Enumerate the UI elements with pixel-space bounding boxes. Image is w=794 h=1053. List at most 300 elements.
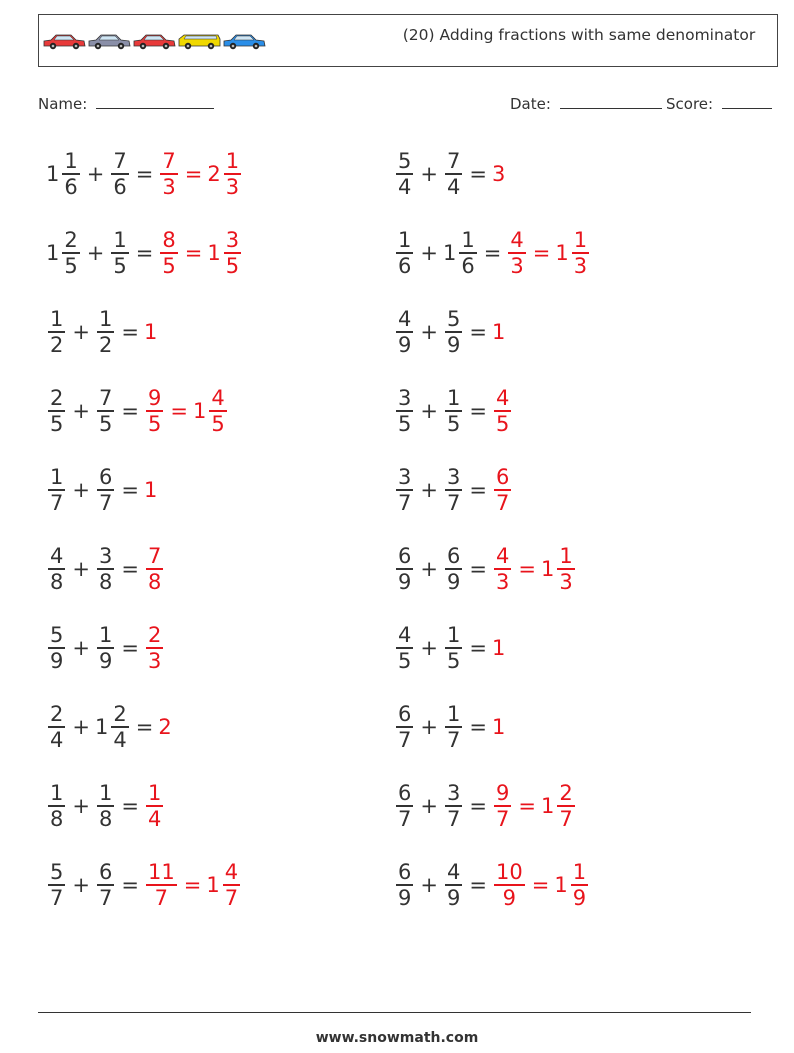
denominator: 9 [446, 569, 461, 594]
numerator: 2 [64, 228, 78, 253]
answer [506, 228, 591, 278]
numerator: 5 [50, 623, 64, 648]
denominator: 5 [64, 253, 78, 278]
denominator: 8 [98, 569, 113, 594]
equals-sign: = [518, 557, 536, 581]
fraction [62, 149, 79, 199]
denominator: 6 [461, 253, 475, 278]
fraction [224, 149, 241, 199]
plus-sign: + [420, 320, 438, 344]
problem-item [394, 302, 506, 362]
whole-number: 1 [192, 399, 207, 423]
answer [492, 386, 513, 436]
fraction [97, 307, 114, 357]
numerator: 1 [559, 544, 573, 569]
plus-sign: + [72, 399, 90, 423]
numerator: 1 [50, 307, 64, 332]
whole-number: 1 [46, 162, 60, 186]
denominator: 9 [398, 885, 412, 910]
numerator: 6 [98, 465, 113, 490]
equals-sign: = [121, 636, 139, 660]
numerator: 4 [398, 623, 412, 648]
fraction [48, 307, 65, 357]
answer [492, 320, 506, 344]
car-icon [179, 35, 220, 49]
numerator: 3 [398, 386, 412, 411]
fraction [557, 781, 574, 831]
numerator: 6 [98, 860, 113, 885]
fraction [445, 781, 462, 831]
fraction [445, 544, 462, 594]
denominator: 5 [495, 411, 510, 436]
numerator: 1 [573, 228, 588, 253]
denominator: 3 [510, 253, 524, 278]
denominator: 9 [572, 885, 587, 910]
plus-sign: + [420, 162, 438, 186]
numerator: 4 [446, 860, 461, 885]
problem-item [394, 223, 591, 283]
fraction [48, 860, 65, 910]
fraction [48, 702, 65, 752]
numerator: 4 [495, 544, 510, 569]
fraction [396, 860, 413, 910]
date-field[interactable] [510, 93, 662, 113]
fraction [557, 544, 574, 594]
fraction [97, 465, 114, 515]
equals-sign: = [469, 873, 487, 897]
equals-sign: = [184, 162, 203, 186]
numerator: 1 [461, 228, 475, 253]
denominator: 2 [98, 332, 113, 357]
equals-sign: = [483, 241, 502, 265]
numerator: 6 [398, 702, 412, 727]
denominator: 5 [446, 648, 461, 673]
integer-answer: 1 [491, 636, 506, 660]
denominator: 5 [225, 253, 240, 278]
answer [492, 162, 506, 186]
denominator: 9 [98, 648, 113, 673]
fraction [48, 386, 65, 436]
numerator: 1 [446, 386, 461, 411]
car-icon [224, 35, 265, 49]
fraction [396, 623, 413, 673]
numerator: 2 [147, 623, 162, 648]
problem-item [46, 855, 242, 915]
plus-sign: + [420, 873, 438, 897]
equals-sign: = [184, 241, 203, 265]
denominator: 5 [113, 253, 127, 278]
equals-sign: = [469, 399, 487, 423]
problem-item [46, 460, 158, 520]
fraction [494, 386, 511, 436]
answer [158, 715, 172, 739]
score-label: Score: [666, 95, 714, 113]
plus-sign: + [72, 794, 90, 818]
score-field[interactable] [666, 93, 772, 113]
denominator: 7 [98, 490, 113, 515]
car-icon [89, 35, 130, 49]
whole-number: 1 [207, 241, 221, 265]
numerator: 11 [147, 860, 175, 885]
problem-item [394, 460, 513, 520]
equals-sign: = [469, 557, 487, 581]
fraction [508, 228, 525, 278]
fraction [459, 228, 476, 278]
plus-sign: + [420, 557, 438, 581]
denominator: 5 [398, 411, 412, 436]
denominator: 5 [98, 411, 113, 436]
denominator: 9 [446, 332, 461, 357]
fraction [445, 860, 462, 910]
denominator: 8 [50, 569, 64, 594]
answer [492, 636, 506, 660]
numerator: 1 [147, 781, 162, 806]
fraction [146, 623, 163, 673]
numerator: 7 [446, 149, 461, 174]
fraction [396, 307, 413, 357]
answer [492, 465, 513, 515]
problem-item [394, 776, 577, 836]
worksheet-title: (20) Adding fractions with same denominator [402, 26, 756, 44]
equals-sign: = [532, 241, 551, 265]
fraction [494, 465, 511, 515]
denominator: 7 [50, 490, 64, 515]
answer [144, 781, 165, 831]
plus-sign: + [72, 557, 90, 581]
answer [492, 860, 590, 910]
numerator: 6 [398, 544, 412, 569]
numerator: 7 [98, 386, 113, 411]
plus-sign: + [72, 478, 90, 502]
footer-url: www.snowmath.com [315, 1030, 479, 1046]
plus-sign: + [420, 794, 438, 818]
worksheet-header [38, 14, 778, 67]
fraction [571, 860, 588, 910]
fraction [97, 544, 114, 594]
fraction [48, 781, 65, 831]
numerator: 2 [559, 781, 573, 806]
numerator: 6 [446, 544, 461, 569]
denominator: 7 [559, 806, 573, 831]
numerator: 4 [510, 228, 524, 253]
denominator: 7 [495, 490, 510, 515]
answer [158, 149, 243, 199]
denominator: 4 [398, 174, 412, 199]
plus-sign: + [86, 162, 105, 186]
equals-sign: = [170, 399, 188, 423]
problem-item [394, 381, 513, 441]
fraction [146, 544, 163, 594]
numerator: 7 [147, 544, 162, 569]
denominator: 2 [50, 332, 64, 357]
denominator: 4 [147, 806, 162, 831]
numerator: 4 [398, 307, 412, 332]
integer-answer: 2 [158, 715, 172, 739]
equals-sign: = [183, 873, 202, 897]
numerator: 1 [113, 228, 127, 253]
denominator: 5 [147, 411, 162, 436]
equals-sign: = [121, 320, 139, 344]
fraction [97, 623, 114, 673]
denominator: 5 [50, 411, 64, 436]
whole-number: 1 [46, 241, 60, 265]
whole-number: 1 [540, 794, 555, 818]
numerator: 6 [398, 781, 412, 806]
fraction [445, 307, 462, 357]
footer-divider [38, 1012, 751, 1013]
numerator: 1 [50, 781, 64, 806]
plus-sign: + [72, 715, 90, 739]
problem-item [46, 618, 165, 678]
problem-item [394, 855, 590, 915]
problem-item [394, 144, 506, 204]
fraction [445, 702, 462, 752]
problem-item [46, 381, 229, 441]
numerator: 6 [495, 465, 510, 490]
denominator: 7 [398, 727, 412, 752]
denominator: 5 [398, 648, 412, 673]
plus-sign: + [420, 478, 438, 502]
numerator: 1 [572, 860, 587, 885]
whole-number: 1 [206, 873, 220, 897]
fraction [396, 386, 413, 436]
name-field[interactable] [38, 93, 214, 113]
denominator: 7 [446, 727, 461, 752]
numerator: 5 [50, 860, 64, 885]
fraction [396, 702, 413, 752]
denominator: 7 [495, 806, 510, 831]
denominator: 7 [154, 885, 169, 910]
fraction [445, 623, 462, 673]
fraction [494, 544, 511, 594]
numerator: 8 [162, 228, 176, 253]
denominator: 3 [225, 174, 240, 199]
equals-sign: = [121, 478, 139, 502]
fraction [494, 860, 525, 910]
date-blank[interactable] [560, 93, 662, 109]
numerator: 7 [113, 149, 127, 174]
fraction [146, 781, 163, 831]
numerator: 1 [50, 465, 64, 490]
fraction [146, 386, 163, 436]
numerator: 2 [50, 702, 64, 727]
answer [144, 544, 165, 594]
equals-sign: = [469, 162, 487, 186]
numerator: 1 [98, 781, 113, 806]
denominator: 7 [398, 490, 412, 515]
denominator: 5 [446, 411, 461, 436]
car-icon [134, 35, 175, 49]
numerator: 1 [398, 228, 412, 253]
fraction [97, 781, 114, 831]
name-blank[interactable] [96, 93, 214, 109]
answer [144, 623, 165, 673]
fraction [48, 623, 65, 673]
integer-answer: 1 [491, 320, 506, 344]
answer [144, 320, 158, 344]
denominator: 3 [147, 648, 162, 673]
denominator: 7 [50, 885, 64, 910]
numerator: 1 [98, 307, 113, 332]
equals-sign: = [121, 399, 139, 423]
numerator: 3 [398, 465, 412, 490]
score-blank[interactable] [722, 93, 772, 109]
denominator: 8 [147, 569, 162, 594]
denominator: 4 [113, 727, 127, 752]
denominator: 7 [98, 885, 113, 910]
equals-sign: = [121, 873, 139, 897]
equals-sign: = [135, 162, 154, 186]
plus-sign: + [420, 636, 438, 660]
plus-sign: + [420, 399, 438, 423]
integer-answer: 1 [143, 478, 158, 502]
numerator: 1 [98, 623, 113, 648]
numerator: 4 [50, 544, 64, 569]
fraction [445, 149, 462, 199]
plus-sign: + [420, 715, 438, 739]
denominator: 4 [446, 174, 461, 199]
numerator: 1 [225, 149, 240, 174]
whole-number: 1 [442, 241, 457, 265]
numerator: 2 [50, 386, 64, 411]
equals-sign: = [469, 636, 487, 660]
cars-logo [43, 30, 273, 52]
denominator: 7 [398, 806, 412, 831]
denominator: 9 [446, 885, 461, 910]
denominator: 9 [502, 885, 517, 910]
numerator: 9 [495, 781, 510, 806]
equals-sign: = [469, 715, 487, 739]
whole-number: 1 [554, 873, 568, 897]
fraction [572, 228, 589, 278]
car-icon [44, 35, 85, 49]
denominator: 3 [559, 569, 573, 594]
equals-sign: = [135, 715, 154, 739]
name-label: Name: [38, 95, 88, 113]
fraction [97, 386, 114, 436]
fraction [160, 228, 177, 278]
fraction [97, 860, 114, 910]
problem-item [46, 539, 165, 599]
answer [492, 544, 577, 594]
denominator: 3 [495, 569, 510, 594]
numerator: 6 [398, 860, 412, 885]
equals-sign: = [469, 478, 487, 502]
fraction [494, 781, 511, 831]
fraction [111, 702, 128, 752]
problem-item [46, 223, 243, 283]
numerator: 1 [64, 149, 78, 174]
problem-item [46, 302, 158, 362]
integer-answer: 3 [491, 162, 506, 186]
equals-sign: = [531, 873, 550, 897]
equals-sign: = [135, 241, 154, 265]
fraction [396, 544, 413, 594]
date-label: Date: [510, 95, 551, 113]
answer [492, 715, 506, 739]
whole-number: 1 [555, 241, 569, 265]
denominator: 9 [398, 569, 412, 594]
numerator: 4 [224, 860, 239, 885]
fraction [62, 228, 79, 278]
numerator: 3 [225, 228, 240, 253]
integer-answer: 1 [143, 320, 158, 344]
denominator: 6 [64, 174, 78, 199]
fraction [445, 465, 462, 515]
fraction [146, 860, 177, 910]
problem-item [394, 618, 506, 678]
integer-answer: 1 [491, 715, 506, 739]
denominator: 9 [398, 332, 412, 357]
numerator: 5 [446, 307, 461, 332]
plus-sign: + [72, 873, 90, 897]
fraction [224, 228, 241, 278]
denominator: 3 [573, 253, 588, 278]
problem-item [46, 144, 243, 204]
answer [158, 228, 243, 278]
equals-sign: = [469, 320, 487, 344]
fraction [48, 465, 65, 515]
plus-sign: + [86, 241, 105, 265]
denominator: 5 [162, 253, 176, 278]
answer [144, 478, 158, 502]
plus-sign: + [420, 241, 438, 265]
denominator: 6 [113, 174, 127, 199]
denominator: 7 [446, 490, 461, 515]
denominator: 8 [50, 806, 64, 831]
denominator: 3 [162, 174, 176, 199]
plus-sign: + [72, 636, 90, 660]
numerator: 4 [495, 386, 510, 411]
equals-sign: = [518, 794, 536, 818]
denominator: 7 [224, 885, 239, 910]
plus-sign: + [72, 320, 90, 344]
problem-item [46, 697, 173, 757]
problem-item [46, 776, 165, 836]
fraction [160, 149, 177, 199]
fraction [223, 860, 240, 910]
whole-number: 1 [540, 557, 555, 581]
equals-sign: = [469, 794, 487, 818]
numerator: 4 [211, 386, 225, 411]
answer [492, 781, 577, 831]
fraction [209, 386, 226, 436]
numerator: 1 [446, 623, 461, 648]
denominator: 9 [50, 648, 64, 673]
equals-sign: = [121, 794, 139, 818]
fraction [396, 149, 413, 199]
numerator: 10 [495, 860, 523, 885]
whole-number: 1 [94, 715, 109, 739]
numerator: 2 [113, 702, 127, 727]
denominator: 4 [50, 727, 64, 752]
whole-number: 2 [207, 162, 221, 186]
denominator: 6 [398, 253, 412, 278]
denominator: 8 [98, 806, 113, 831]
numerator: 1 [446, 702, 461, 727]
numerator: 5 [398, 149, 412, 174]
fraction [111, 149, 128, 199]
fraction [396, 228, 413, 278]
fraction [111, 228, 128, 278]
fraction [445, 386, 462, 436]
answer [144, 860, 242, 910]
fraction [48, 544, 65, 594]
problem-item [394, 539, 577, 599]
numerator: 3 [98, 544, 113, 569]
fraction [396, 465, 413, 515]
numerator: 3 [446, 781, 461, 806]
